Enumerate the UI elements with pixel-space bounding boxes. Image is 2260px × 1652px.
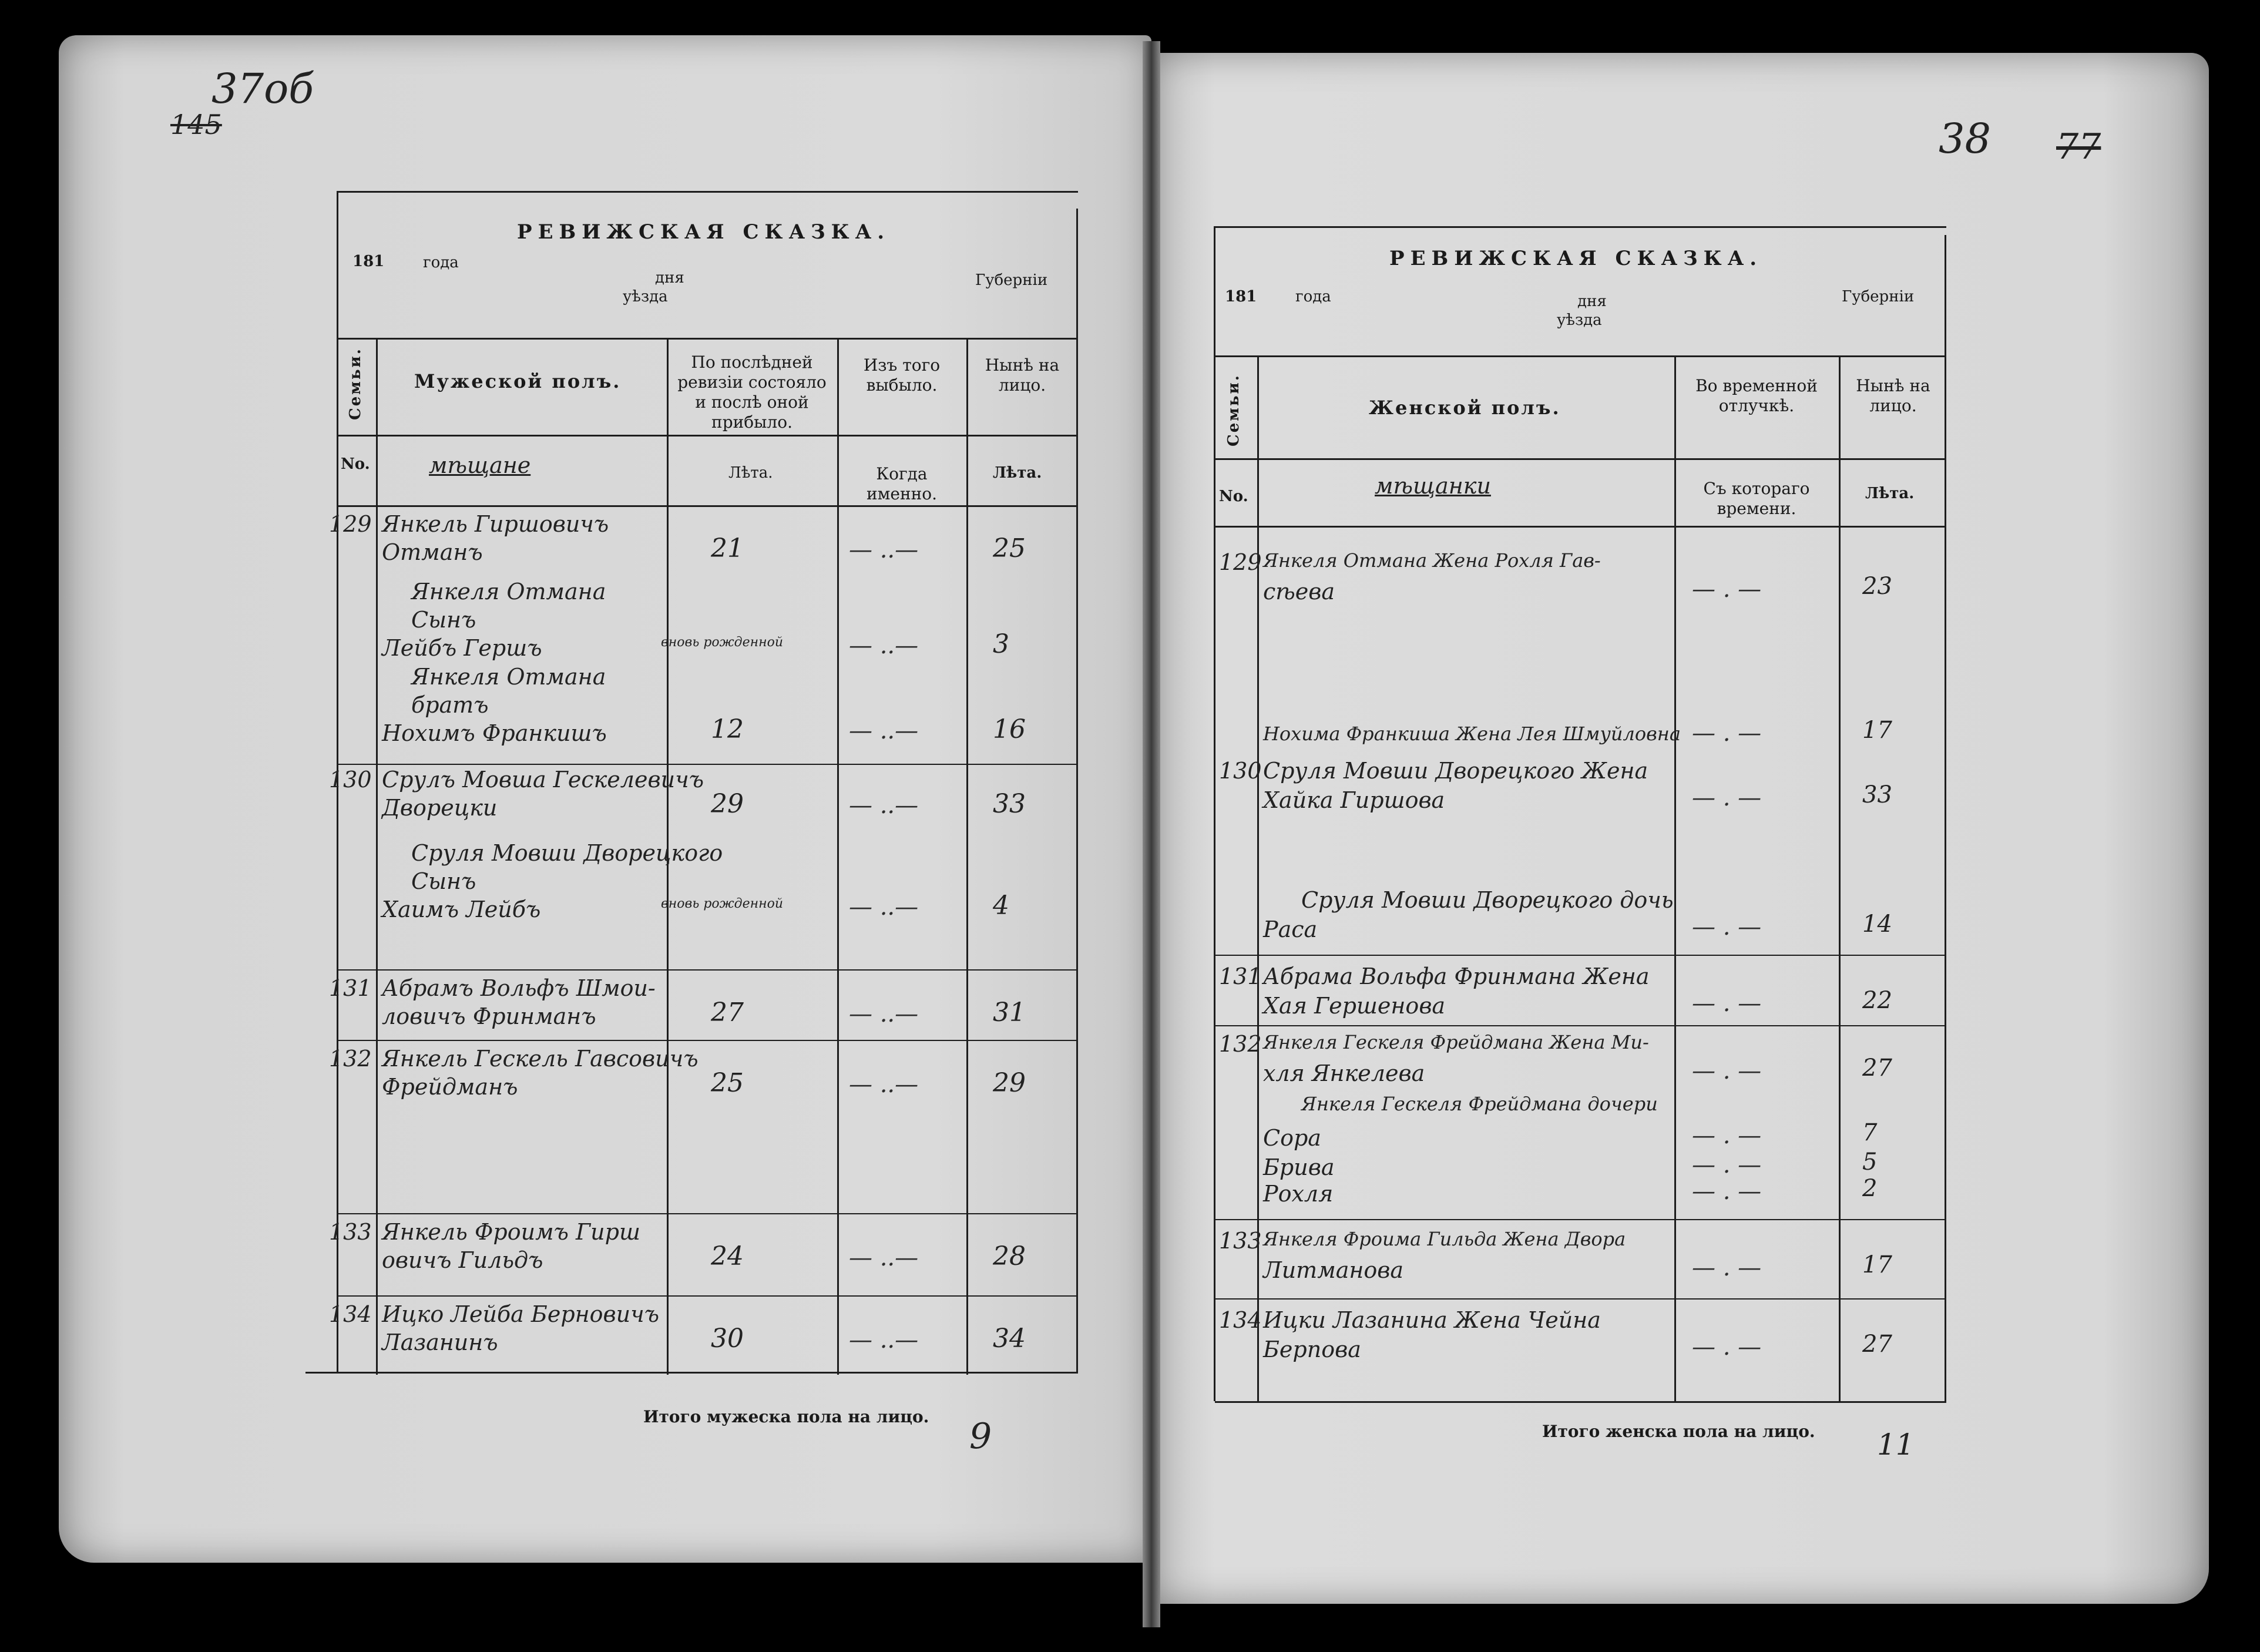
left-row-no-label: No. bbox=[341, 455, 370, 473]
right-entry-name-line: сѣева bbox=[1263, 579, 1335, 605]
left-year-prefix: 181 bbox=[352, 253, 385, 270]
left-entry-name-line: Сынъ bbox=[411, 868, 476, 894]
right-entry-divider bbox=[1215, 1298, 1946, 1300]
left-entry-no: 131 bbox=[329, 975, 372, 1001]
right-entry-name-line: Литманова bbox=[1263, 1257, 1404, 1283]
left-entry-prev-rev: 24 bbox=[711, 1241, 744, 1271]
left-entry-no: 133 bbox=[329, 1219, 372, 1245]
right-entry-name-line: Хая Гершенова bbox=[1263, 993, 1446, 1019]
right-header-mid-rule bbox=[1215, 458, 1946, 460]
right-top-rule bbox=[1215, 226, 1946, 228]
left-entry-no: 134 bbox=[329, 1301, 372, 1327]
left-entry-no: 130 bbox=[329, 767, 372, 793]
left-entry-now: 33 bbox=[993, 789, 1026, 819]
left-total-label: Итого мужеска пола на лицо. bbox=[643, 1407, 929, 1426]
right-year-label: года bbox=[1295, 288, 1331, 305]
left-entry-name-line: Янкель Гиршовичъ bbox=[382, 511, 609, 537]
left-entry-name-line: Абрамъ Вольфъ Шмои- bbox=[382, 975, 656, 1001]
left-entry-now: 25 bbox=[993, 533, 1026, 563]
left-entry-dash: — ..— bbox=[849, 632, 919, 659]
left-entry-dash: — ..— bbox=[849, 536, 919, 563]
right-entry-dash: — . — bbox=[1692, 1057, 1762, 1084]
right-entry-no: 129 bbox=[1219, 549, 1262, 575]
left-total-value: 9 bbox=[969, 1416, 992, 1457]
right-estate-label: мѣщанки bbox=[1375, 473, 1491, 499]
right-uezd-label: уѣзда bbox=[1557, 311, 1602, 329]
right-entry-dash: — . — bbox=[1692, 720, 1762, 747]
right-entry-name-line: Раса bbox=[1263, 916, 1318, 942]
right-entry-now: 33 bbox=[1862, 781, 1892, 808]
right-entry-no: 132 bbox=[1219, 1031, 1262, 1057]
right-entry-no: 133 bbox=[1219, 1228, 1262, 1254]
right-entry-now: 17 bbox=[1862, 1251, 1892, 1278]
right-entry-name-line: Янкеля Гескеля Фрейдмана Жена Ми- bbox=[1263, 1031, 1649, 1053]
left-year-label: года bbox=[423, 254, 459, 271]
right-entry-dash: — . — bbox=[1692, 1178, 1762, 1205]
left-entry-now: 4 bbox=[993, 891, 1009, 921]
right-entry-dash: — . — bbox=[1692, 914, 1762, 941]
left-years-now-label: Лѣта. bbox=[993, 464, 1042, 482]
right-year-prefix: 181 bbox=[1225, 288, 1257, 305]
left-entry-now: 29 bbox=[993, 1068, 1026, 1098]
right-entry-now: 2 bbox=[1862, 1175, 1878, 1202]
left-entry-name-line: Янкеля Отмана bbox=[411, 579, 606, 605]
right-entry-name-line: Абрама Вольфа Фринмана Жена bbox=[1263, 963, 1650, 989]
left-day-label: дня bbox=[655, 269, 684, 287]
left-entry-dash: — ..— bbox=[849, 894, 919, 921]
right-header-top-rule bbox=[1215, 355, 1946, 357]
left-folio-number: 37об bbox=[211, 65, 314, 113]
right-old-folio-number: 77 bbox=[2056, 126, 2101, 167]
right-total-label: Итого женска пола на лицо. bbox=[1542, 1422, 1815, 1441]
right-page bbox=[1151, 53, 2209, 1604]
left-outer-right-rule bbox=[1076, 209, 1078, 1372]
right-header-bottom-rule bbox=[1215, 526, 1946, 528]
left-entry-name-line: Лазанинъ bbox=[382, 1329, 498, 1355]
right-entry-name-line: Янкеля Фроима Гильда Жена Двора bbox=[1263, 1228, 1626, 1250]
left-entry-name-line: Хаимъ Лейбъ bbox=[382, 896, 541, 922]
right-entry-divider bbox=[1215, 955, 1946, 956]
left-entry-name-line: Сруля Мовши Дворецкого bbox=[411, 840, 723, 866]
left-entry-now: 34 bbox=[993, 1324, 1026, 1354]
left-entry-prev-rev: вновь рожденной bbox=[661, 896, 784, 911]
left-years-label: Лѣта. bbox=[728, 464, 773, 482]
right-entry-dash: — . — bbox=[1692, 1334, 1762, 1361]
left-entry-now: 16 bbox=[993, 714, 1026, 744]
left-entry-divider bbox=[338, 1213, 1078, 1214]
left-col-rule-3 bbox=[837, 338, 839, 1375]
right-entry-name-line: хля Янкелева bbox=[1263, 1060, 1425, 1086]
left-entry-dash: — ..— bbox=[849, 1327, 919, 1354]
left-col-rule-1 bbox=[376, 338, 378, 1375]
right-entry-now: 14 bbox=[1862, 911, 1892, 938]
right-entry-now: 23 bbox=[1862, 573, 1892, 600]
right-form-title: РЕВИЖСКАЯ СКАЗКА. bbox=[1389, 247, 1763, 270]
left-col-family-header: Семьи. bbox=[347, 347, 364, 420]
right-entry-name-line: Сора bbox=[1263, 1125, 1321, 1151]
left-entry-no: 132 bbox=[329, 1046, 372, 1072]
left-entry-name-line: Дворецки bbox=[382, 795, 498, 821]
right-col-rule-3 bbox=[1839, 355, 1841, 1401]
left-entry-name-line: Отманъ bbox=[382, 539, 483, 565]
right-entry-name-line: Ицки Лазанина Жена Чейна bbox=[1263, 1307, 1601, 1333]
left-entry-name-line: овичъ Гильдъ bbox=[382, 1247, 543, 1273]
left-entry-divider bbox=[338, 969, 1078, 971]
left-entry-now: 3 bbox=[993, 629, 1009, 659]
right-entry-divider bbox=[1215, 1219, 1946, 1220]
right-entry-now: 17 bbox=[1862, 717, 1892, 744]
right-since-label: Съ котораго времени. bbox=[1703, 479, 1810, 518]
left-entry-prev-rev: 29 bbox=[711, 789, 744, 819]
right-entry-name-line: Сруля Мовши Дворецкого Жена bbox=[1263, 758, 1648, 784]
right-folio-number: 38 bbox=[1939, 115, 1992, 163]
left-col-rule-4 bbox=[966, 338, 968, 1375]
left-entry-divider bbox=[338, 1040, 1078, 1041]
right-gubernia-label: Губерніи bbox=[1842, 288, 1915, 305]
left-entry-dash: — ..— bbox=[849, 717, 919, 744]
left-entry-name-line: Нохимъ Франкишъ bbox=[382, 720, 607, 746]
left-entry-dash: — ..— bbox=[849, 1244, 919, 1271]
left-uezd-label: уѣзда bbox=[623, 288, 668, 305]
left-entry-name-line: Лейбъ Гершъ bbox=[382, 635, 542, 661]
right-entry-name-line: Сруля Мовши Дворецкого дочь bbox=[1301, 887, 1674, 913]
right-col-name-header: Женской полъ. bbox=[1369, 397, 1561, 419]
left-entry-name-line: Фрейдманъ bbox=[382, 1074, 518, 1100]
right-col-temp-header: Во временной отлучкѣ. bbox=[1695, 376, 1818, 415]
left-top-rule bbox=[338, 191, 1078, 193]
left-old-folio-number: 145 bbox=[170, 109, 222, 140]
left-bottom-rule bbox=[305, 1372, 1078, 1374]
left-entry-prev-rev: 27 bbox=[711, 998, 744, 1028]
left-col-left-header: Изъ того выбыло. bbox=[863, 355, 941, 395]
left-entry-now: 28 bbox=[993, 1241, 1026, 1271]
right-entry-name-line: Янкеля Отмана Жена Рохля Гав- bbox=[1263, 549, 1601, 572]
right-entry-divider bbox=[1215, 1025, 1946, 1026]
left-entry-name-line: Янкель Гескель Гавсовичъ bbox=[382, 1046, 699, 1072]
left-entry-name-line: Янкель Фроимъ Гирш bbox=[382, 1219, 640, 1245]
left-entry-divider bbox=[338, 764, 1078, 765]
right-row-no-label: No. bbox=[1219, 488, 1248, 505]
right-entry-no: 131 bbox=[1219, 963, 1262, 989]
left-entry-divider bbox=[338, 1295, 1078, 1297]
left-col-now-header: Нынѣ на лицо. bbox=[985, 355, 1060, 395]
left-when-label: Когда именно. bbox=[866, 464, 938, 503]
right-entry-name-line: Янкеля Гескеля Фрейдмана дочери bbox=[1301, 1093, 1658, 1115]
left-col-name-header: Мужеской полъ. bbox=[414, 370, 622, 392]
right-entry-now: 5 bbox=[1862, 1149, 1878, 1176]
left-entry-now: 31 bbox=[993, 998, 1026, 1028]
right-entry-no: 130 bbox=[1219, 758, 1262, 784]
right-col-rule-2 bbox=[1674, 355, 1676, 1401]
right-entry-now: 27 bbox=[1862, 1055, 1892, 1082]
right-entry-now: 27 bbox=[1862, 1331, 1892, 1358]
right-outer-right-rule bbox=[1945, 235, 1946, 1401]
left-entry-name-line: Ицко Лейба Берновичъ bbox=[382, 1301, 660, 1327]
right-entry-name-line: Хайка Гиршова bbox=[1263, 787, 1445, 813]
right-col-now-header: Нынѣ на лицо. bbox=[1856, 376, 1930, 415]
right-entry-dash: — . — bbox=[1692, 990, 1762, 1017]
left-entry-dash: — ..— bbox=[849, 1000, 919, 1028]
right-entry-name-line: Брива bbox=[1263, 1154, 1335, 1180]
right-entry-name-line: Берпова bbox=[1263, 1337, 1361, 1362]
left-entry-prev-rev: 21 bbox=[711, 533, 744, 563]
right-entry-name-line: Рохля bbox=[1263, 1181, 1334, 1207]
left-entry-prev-rev: 25 bbox=[711, 1068, 744, 1098]
right-total-value: 11 bbox=[1877, 1428, 1915, 1462]
right-entry-dash: — . — bbox=[1692, 576, 1762, 603]
right-entry-name-line: Нохима Франкиша Жена Лея Шмуйловна bbox=[1263, 723, 1681, 745]
right-bottom-rule bbox=[1215, 1401, 1946, 1403]
right-entry-dash: — . — bbox=[1692, 1151, 1762, 1178]
book-gutter bbox=[1143, 41, 1160, 1627]
right-entry-now: 7 bbox=[1862, 1119, 1878, 1146]
right-entry-dash: — . — bbox=[1692, 1254, 1762, 1281]
right-entry-dash: — . — bbox=[1692, 784, 1762, 811]
left-entry-name-line: Янкеля Отмана bbox=[411, 664, 606, 690]
right-years-label: Лѣта. bbox=[1865, 485, 1915, 502]
left-entry-name-line: братъ bbox=[411, 692, 489, 718]
right-day-label: дня bbox=[1577, 293, 1607, 310]
left-entry-dash: — ..— bbox=[849, 1071, 919, 1098]
left-entry-dash: — ..— bbox=[849, 792, 919, 819]
left-entry-prev-rev: 12 bbox=[711, 714, 744, 744]
left-entry-name-line: Сынъ bbox=[411, 607, 476, 633]
left-entry-prev-rev: вновь рожденной bbox=[661, 635, 784, 650]
left-estate-label: мѣщане bbox=[429, 452, 531, 478]
left-gubernia-label: Губерніи bbox=[975, 271, 1048, 289]
right-entry-dash: — . — bbox=[1692, 1122, 1762, 1149]
right-col-family-header: Семьи. bbox=[1225, 374, 1243, 446]
left-entry-name-line: ловичъ Фринманъ bbox=[382, 1003, 596, 1029]
left-entry-prev-rev: 30 bbox=[711, 1324, 744, 1354]
left-col-last-rev-header: По послѣдней ревизіи состояло и послѣ оной прибыло. bbox=[677, 352, 827, 432]
right-outer-left-rule bbox=[1214, 226, 1215, 1401]
left-entry-no: 129 bbox=[329, 511, 372, 537]
left-entry-name-line: Срулъ Мовша Гескелевичъ bbox=[382, 767, 704, 793]
left-form-title: РЕВИЖСКАЯ СКАЗКА. bbox=[517, 220, 891, 244]
right-entry-no: 134 bbox=[1219, 1307, 1262, 1333]
right-entry-now: 22 bbox=[1862, 987, 1892, 1014]
